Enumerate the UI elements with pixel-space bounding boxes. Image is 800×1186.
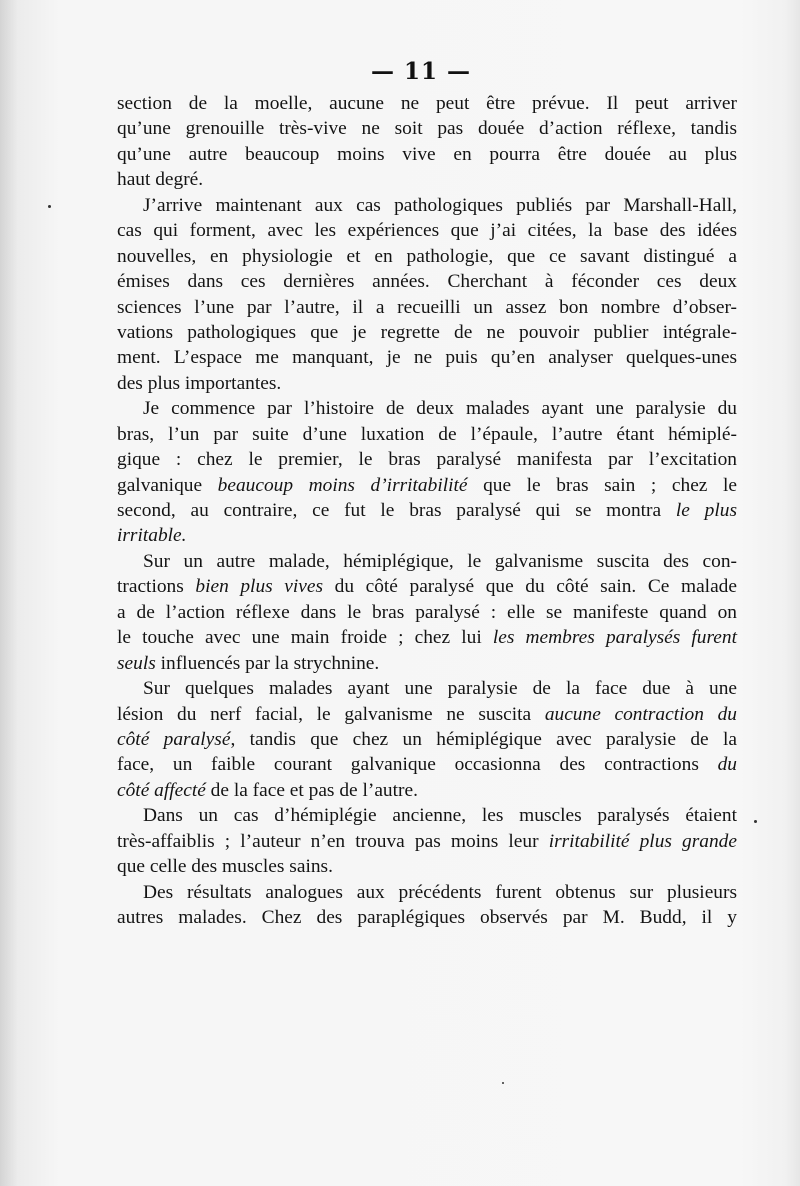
- text-line: [117, 345, 737, 370]
- page-number: — 11 —: [370, 58, 472, 85]
- paragraph: [117, 880, 737, 931]
- italic-text: bien plus vives: [195, 576, 324, 598]
- text-line: [117, 396, 737, 421]
- text-run: que le bras sain ; chez le: [467, 474, 737, 496]
- text-line: [117, 854, 737, 879]
- text-line: [117, 829, 737, 854]
- text-run: cas qui forment, avec les expériences que j’ai citées, la base des idées: [117, 220, 737, 242]
- text-line: [117, 269, 737, 294]
- text-run: influencés par la strychnine.: [155, 652, 380, 674]
- text-line: [117, 116, 737, 141]
- text-line: [117, 167, 737, 192]
- text-line: [117, 422, 737, 447]
- text-run: tractions: [117, 576, 196, 598]
- paragraph: [117, 396, 737, 549]
- text-line: [117, 142, 737, 167]
- text-line: [117, 727, 737, 752]
- text-line: [117, 473, 737, 498]
- italic-text: le plus: [675, 500, 737, 521]
- text-line: [117, 803, 737, 828]
- text-line: [117, 549, 737, 574]
- text-run: le touche avec une main froide ; chez lui: [117, 627, 493, 649]
- italic-text: côté paralysé: [117, 728, 231, 750]
- text-line: [117, 320, 737, 345]
- text-run: bras, l’un par suite d’une luxation de l’épaule, l’autre étant hémiplé-: [117, 423, 737, 445]
- text-run: face, un faible courant galvanique occasionna des contractions: [117, 754, 718, 776]
- text-line: [117, 498, 737, 523]
- text-run: J’arrive maintenant aux cas pathologiques publiés par Marshall-Hall,: [143, 194, 737, 216]
- text-run: Sur quelques malades ayant une paralysie de la face due à une: [143, 678, 737, 700]
- italic-text: aucune contraction du: [544, 703, 737, 725]
- text-run: Je commence par l’histoire de deux malades ayant une paralysie du: [143, 398, 737, 420]
- text-line: [117, 676, 737, 701]
- italic-text: seuls: [117, 652, 156, 674]
- text-run: Sur un autre malade, hémiplégique, le galvanisme suscita des con-: [143, 550, 737, 572]
- text-run: émises dans ces dernières années. Cherchant à féconder ces deux: [117, 271, 737, 293]
- text-line: [117, 91, 737, 116]
- text-run: nouvelles, en physiologie et en pathologie, que ce savant distingué a: [117, 245, 737, 267]
- text-line: [117, 218, 737, 243]
- text-line: [117, 752, 737, 777]
- text-run: des plus importantes.: [117, 372, 282, 394]
- body-text: [117, 91, 737, 930]
- text-line: [117, 905, 737, 930]
- italic-text: côté affecté: [117, 779, 206, 801]
- text-line: [117, 702, 737, 727]
- text-run: section de la moelle, aucune ne peut être prévue. Il peut arriver: [117, 93, 737, 114]
- text-line: [117, 193, 737, 218]
- paper-speck: [754, 820, 757, 823]
- text-run: Dans un cas d’hémiplégie ancienne, les muscles paralysés étaient: [143, 805, 737, 827]
- paragraph: [117, 676, 737, 803]
- text-run: sciences l’une par l’autre, il a recueilli un assez bon nombre d’obser-: [117, 296, 737, 318]
- italic-text: irritable.: [117, 525, 187, 547]
- text-line: [117, 523, 737, 548]
- text-line: [117, 574, 737, 599]
- text-run: Des résultats analogues aux précédents furent obtenus sur plusieurs: [143, 881, 737, 903]
- text-run: du côté paralysé que du côté sain. Ce malade: [323, 576, 737, 598]
- paragraph: [117, 803, 737, 879]
- text-line: [117, 447, 737, 472]
- text-line: [117, 625, 737, 650]
- text-run: lésion du nerf facial, le galvanisme ne suscita: [117, 703, 545, 725]
- text-run: que celle des muscles sains.: [117, 856, 333, 878]
- text-line: [117, 880, 737, 905]
- text-run: de la face et pas de l’autre.: [205, 779, 418, 801]
- text-line: [117, 371, 737, 396]
- italic-text: du: [717, 754, 737, 776]
- text-run: vations pathologiques que je regrette de ne pouvoir publier intégrale-: [117, 321, 737, 343]
- italic-text: beaucoup moins d’irritabilité: [217, 474, 468, 496]
- text-run: qu’une autre beaucoup moins vive en pourra être douée au plus: [117, 143, 737, 165]
- text-run: haut degré.: [117, 169, 204, 191]
- text-line: [117, 651, 737, 676]
- text-run: a de l’action réflexe dans le bras paralysé : elle se manifeste quand on: [117, 601, 737, 623]
- text-line: [117, 778, 737, 803]
- italic-text: les membres paralysés furent: [492, 627, 737, 649]
- text-line: [117, 244, 737, 269]
- text-line: [117, 600, 737, 625]
- text-line: [117, 295, 737, 320]
- paper-speck: [48, 205, 51, 208]
- paragraph: [117, 193, 737, 397]
- text-run: galvanique: [117, 474, 218, 496]
- text-run: , tandis que chez un hémiplégique avec paralysie de la: [230, 728, 738, 750]
- paragraph: [117, 91, 737, 193]
- paragraph: [117, 549, 737, 676]
- text-run: gique : chez le premier, le bras paralysé manifesta par l’excitation: [117, 449, 737, 471]
- paper-speck: [502, 1082, 504, 1084]
- text-run: très-affaiblis ; l’auteur n’en trouva pas moins leur: [117, 830, 549, 852]
- italic-text: irritabilité plus grande: [548, 830, 737, 852]
- text-run: autres malades. Chez des paraplégiques observés par M. Budd, il y: [117, 907, 737, 928]
- text-run: ment. L’espace me manquant, je ne puis qu’en analyser quelques-unes: [117, 347, 737, 369]
- text-run: second, au contraire, ce fut le bras paralysé qui se montra: [117, 500, 676, 521]
- text-run: qu’une grenouille très-vive ne soit pas douée d’action réflexe, tandis: [117, 118, 737, 140]
